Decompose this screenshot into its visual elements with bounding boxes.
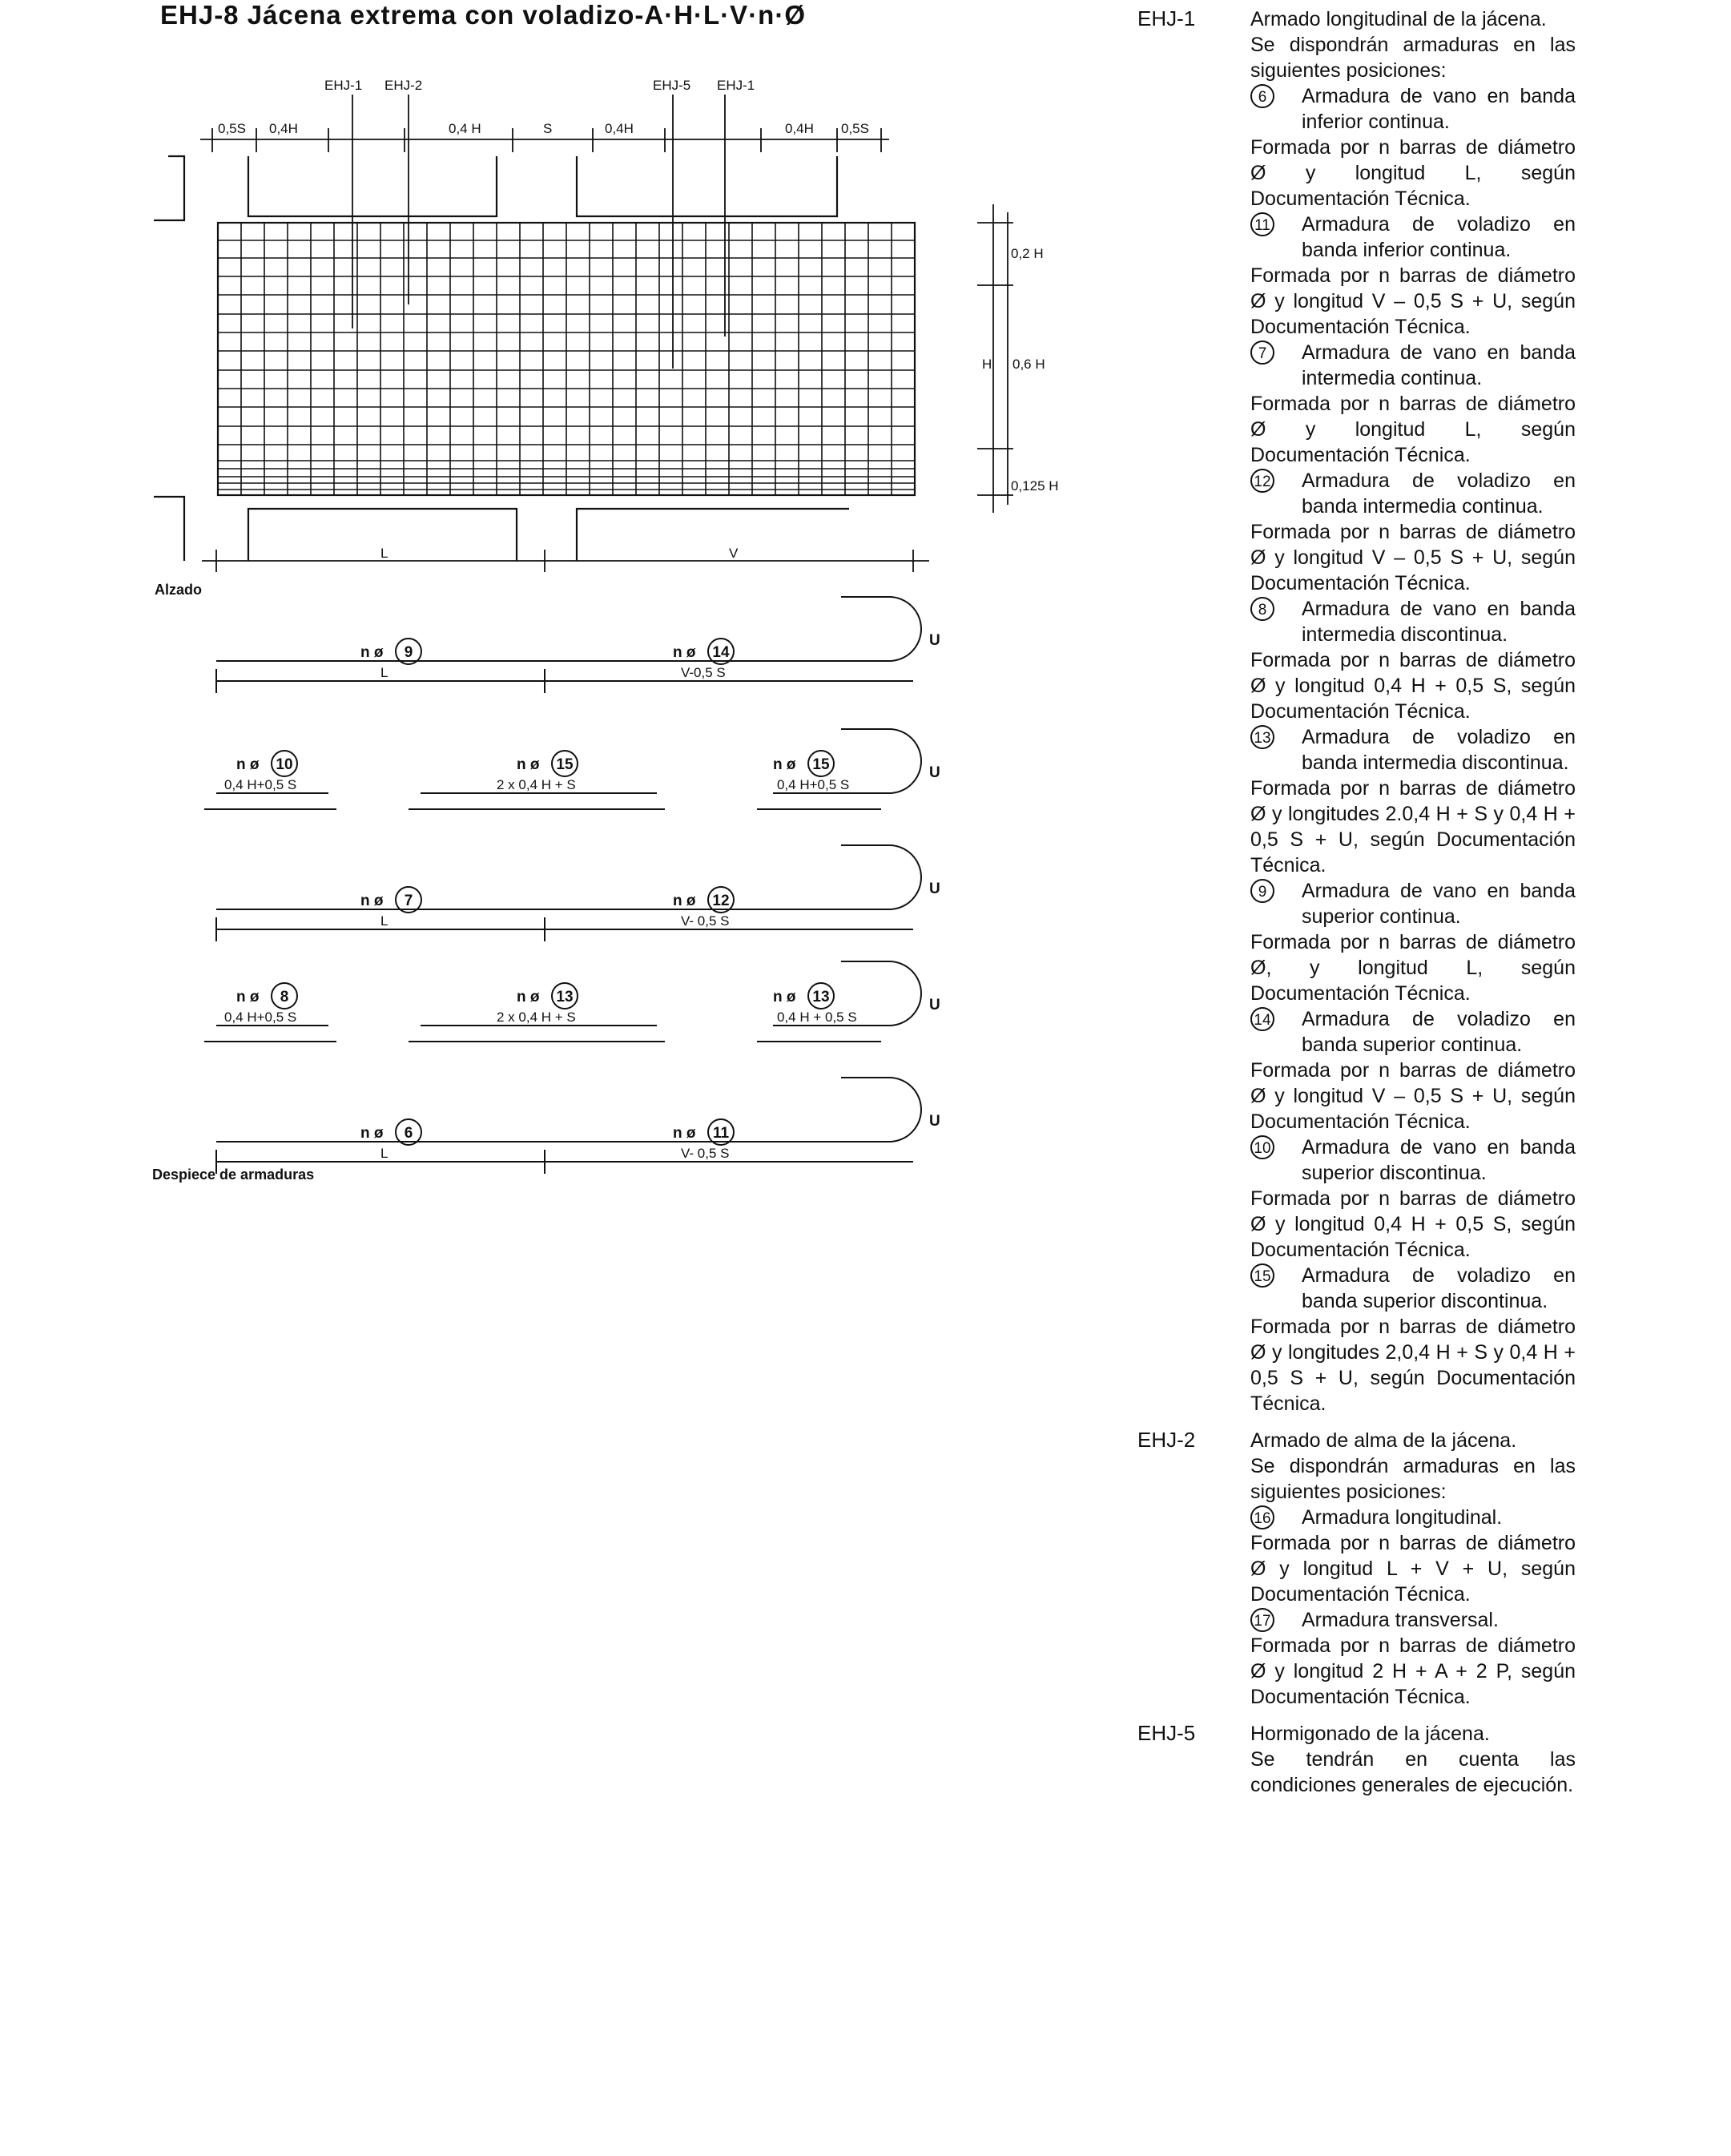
rebar-count-label: n ø — [517, 756, 540, 773]
rebar-count-label: n ø — [673, 1125, 696, 1142]
spec-body — [1250, 1721, 1576, 1798]
rebar-count-label: n ø — [673, 644, 696, 661]
dim-v: V — [729, 546, 739, 561]
spec-lead: Se dispondrán armaduras en las siguientes posiciones: — [1250, 1455, 1576, 1503]
spec-intro: Armado de alma de la jácena. — [1250, 1429, 1517, 1452]
dim-0-6h: 0,6 H — [1012, 357, 1045, 372]
rebar-position-16 — [1250, 1505, 1576, 1607]
rebar-position-number: 8 — [280, 989, 289, 1005]
position-description: Formada por n barras de diámetro Ø y longitud 2 H + A + 2 P, según Documentación Técnica. — [1250, 1634, 1576, 1708]
specification-column — [1137, 6, 1730, 1809]
position-title: Armadura de voladizo en banda intermedia discontinua. — [1302, 726, 1576, 774]
position-number-badge: 9 — [1250, 879, 1274, 903]
position-number-badge: 15 — [1250, 1263, 1274, 1288]
rebar-position-number: 9 — [404, 644, 413, 661]
rebar-position-10 — [1250, 1134, 1576, 1263]
dim-0-4h-far: 0,4H — [785, 121, 814, 136]
rebar-length-label: V- 0,5 S — [681, 913, 730, 929]
position-description: Formada por n barras de diámetro Ø y longitudes 2.0,4 H + S y 0,4 H + 0,5 S + U, según Documentación Técnica. — [1250, 777, 1576, 877]
dim-0-2h: 0,2 H — [1011, 246, 1044, 261]
spec-intro: Hormigonado de la jácena. — [1250, 1723, 1490, 1745]
position-number-badge: 8 — [1250, 597, 1274, 621]
rebar-hook — [841, 597, 921, 661]
rebar-position-17 — [1250, 1607, 1576, 1710]
beam-drawing — [0, 0, 1137, 1250]
dim-0-4h-right: 0,4H — [605, 121, 634, 136]
rebar-hook — [841, 729, 921, 793]
dim-h: H — [982, 357, 992, 372]
position-title: Armadura de voladizo en banda intermedia continua. — [1302, 469, 1576, 518]
rebar-position-number: 11 — [712, 1125, 730, 1142]
spec-entry-ehj-2 — [1137, 1428, 1730, 1710]
page-title: EHJ-8 Jácena extrema con voladizo-A·H·L·V·n·Ø — [160, 0, 806, 30]
rebar-position-number: 14 — [712, 644, 730, 661]
rebar-position-number: 13 — [812, 989, 830, 1005]
hook-u-label: U — [929, 632, 940, 649]
position-description: Formada por n barras de diámetro Ø y longitud L, según Documentación Técnica. — [1250, 136, 1576, 210]
position-number-badge: 7 — [1250, 341, 1274, 365]
position-title: Armadura longitudinal. — [1302, 1506, 1503, 1529]
position-description: Formada por n barras de diámetro Ø y longitudes 2,0,4 H + S y 0,4 H + 0,5 S + U, según Documentación Técnica. — [1250, 1316, 1576, 1415]
rebar-position-14 — [1250, 1006, 1576, 1134]
dim-0-4h-left: 0,4H — [269, 121, 298, 136]
position-description: Formada por n barras de diámetro Ø, y longitud L, según Documentación Técnica. — [1250, 931, 1576, 1005]
dim-0-4h-center: 0,4 H — [449, 121, 481, 136]
rebar-length-label: L — [380, 913, 388, 929]
rebar-position-7 — [1250, 340, 1576, 468]
position-title: Armadura de vano en banda intermedia continua. — [1302, 341, 1576, 389]
dim-l: L — [380, 546, 388, 561]
rebar-count-label: n ø — [360, 1125, 384, 1142]
spec-entry-ehj-1 — [1137, 6, 1730, 1417]
position-number-badge: 12 — [1250, 469, 1274, 493]
rebar-length-label: 0,4 H+0,5 S — [224, 777, 297, 792]
position-number-badge: 6 — [1250, 84, 1274, 108]
position-number-badge: 14 — [1250, 1007, 1274, 1031]
position-number-badge: 11 — [1250, 212, 1274, 236]
top-dimensions — [218, 121, 869, 136]
despiece-caption: Despiece de armaduras — [152, 1167, 315, 1183]
position-title: Armadura de vano en banda inferior continua. — [1302, 85, 1576, 133]
position-number-badge: 13 — [1250, 725, 1274, 749]
rebar-length-label: 2 x 0,4 H + S — [497, 1009, 576, 1025]
rebar-count-label: n ø — [360, 893, 384, 909]
rebar-position-number: 10 — [276, 756, 293, 773]
dim-0-5s-left: 0,5S — [218, 121, 246, 136]
rebar-count-label: n ø — [673, 893, 696, 909]
position-title: Armadura de vano en banda superior continua. — [1302, 880, 1576, 928]
position-title: Armadura de vano en banda superior discontinua. — [1302, 1136, 1576, 1184]
rebar-length-label: L — [380, 1146, 388, 1161]
hook-u-label: U — [929, 1113, 940, 1130]
rebar-position-number: 15 — [812, 756, 830, 773]
rebar-position-8 — [1250, 596, 1576, 724]
top-label-ehj1: EHJ-1 — [324, 78, 363, 93]
rebar-position-number: 12 — [712, 893, 730, 909]
rebar-position-number: 15 — [556, 756, 574, 773]
hook-u-label: U — [929, 997, 940, 1014]
top-label-ehj1b: EHJ-1 — [717, 78, 755, 93]
dim-s: S — [543, 121, 553, 136]
rebar-position-6 — [1250, 83, 1576, 212]
spec-code: EHJ-2 — [1137, 1428, 1196, 1452]
rebar-position-9 — [1250, 878, 1576, 1006]
spec-lead: Se tendrán en cuenta las condiciones generales de ejecución. — [1250, 1748, 1576, 1796]
rebar-count-label: n ø — [517, 989, 540, 1005]
position-number-badge: 16 — [1250, 1505, 1274, 1529]
rebar-position-11 — [1250, 212, 1576, 340]
position-title: Armadura de voladizo en banda inferior continua. — [1302, 213, 1576, 261]
dim-0-125h: 0,125 H — [1011, 478, 1059, 494]
position-description: Formada por n barras de diámetro Ø y longitud L + V + U, según Documentación Técnica. — [1250, 1532, 1576, 1606]
top-label-ehj5: EHJ-5 — [653, 78, 691, 93]
spec-intro: Armado longitudinal de la jácena. — [1250, 8, 1547, 30]
position-description: Formada por n barras de diámetro Ø y longitud 0,4 H + 0,5 S, según Documentación Técnica. — [1250, 649, 1576, 723]
rebar-count-label: n ø — [236, 989, 260, 1005]
rebar-length-label: 0,4 H + 0,5 S — [777, 1009, 857, 1025]
position-title: Armadura transversal. — [1302, 1609, 1499, 1631]
spec-code: EHJ-1 — [1137, 6, 1196, 30]
position-title: Armadura de voladizo en banda superior discontinua. — [1302, 1264, 1576, 1312]
spec-body — [1250, 6, 1576, 1417]
position-description: Formada por n barras de diámetro Ø y longitud V – 0,5 S + U, según Documentación Técnica. — [1250, 521, 1576, 594]
hook-u-label: U — [929, 764, 940, 781]
rebar-position-number: 6 — [404, 1125, 413, 1142]
rebar-count-label: n ø — [236, 756, 260, 773]
position-description: Formada por n barras de diámetro Ø y longitud V – 0,5 S + U, según Documentación Técnica. — [1250, 264, 1576, 338]
position-title: Armadura de vano en banda intermedia discontinua. — [1302, 598, 1576, 646]
rebar-length-label: 0,4 H+0,5 S — [777, 777, 850, 792]
rebar-length-label: V-0,5 S — [681, 665, 726, 680]
rebar-position-number: 7 — [404, 893, 413, 909]
rebar-length-label: L — [380, 665, 388, 680]
alzado-caption: Alzado — [155, 582, 203, 598]
rebar-position-number: 13 — [556, 989, 574, 1005]
position-number-badge: 17 — [1250, 1608, 1274, 1632]
hook-u-label: U — [929, 881, 940, 897]
rebar-hook — [841, 1078, 921, 1142]
rebar-count-label: n ø — [773, 756, 796, 773]
spec-entry-ehj-5 — [1137, 1721, 1730, 1798]
position-title: Armadura de voladizo en banda superior continua. — [1302, 1008, 1576, 1056]
position-number-badge: 10 — [1250, 1135, 1274, 1159]
position-description: Formada por n barras de diámetro Ø y longitud V – 0,5 S + U, según Documentación Técnica. — [1250, 1059, 1576, 1133]
rebar-length-label: 2 x 0,4 H + S — [497, 777, 576, 792]
rebar-hook — [841, 845, 921, 909]
spec-code: EHJ-5 — [1137, 1721, 1196, 1745]
position-description: Formada por n barras de diámetro Ø y longitud L, según Documentación Técnica. — [1250, 393, 1576, 466]
bottom-dimensions — [380, 546, 739, 561]
rebar-count-label: n ø — [360, 644, 384, 661]
top-label-ehj2: EHJ-2 — [384, 78, 423, 93]
rebar-length-label: 0,4 H+0,5 S — [224, 1009, 297, 1025]
spec-lead: Se dispondrán armaduras en las siguientes posiciones: — [1250, 34, 1576, 82]
rebar-position-15 — [1250, 1263, 1576, 1417]
top-labels — [324, 78, 755, 93]
dim-0-5s-right: 0,5S — [841, 121, 869, 136]
rebar-length-label: V- 0,5 S — [681, 1146, 730, 1161]
rebar-position-13 — [1250, 724, 1576, 878]
rebar-count-label: n ø — [773, 989, 796, 1005]
rebar-position-12 — [1250, 468, 1576, 596]
spec-body — [1250, 1428, 1576, 1710]
position-description: Formada por n barras de diámetro Ø y longitud 0,4 H + 0,5 S, según Documentación Técnica. — [1250, 1187, 1576, 1261]
